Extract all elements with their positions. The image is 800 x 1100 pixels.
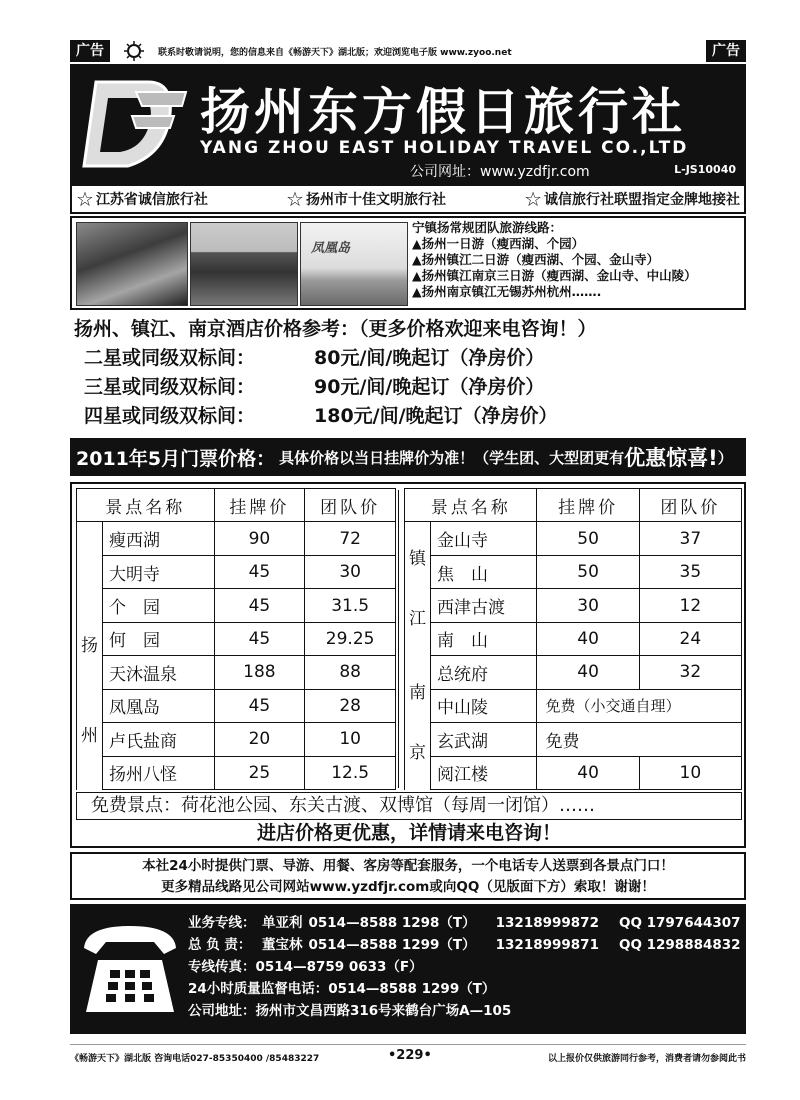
hotel-label: 三星或同级双标间： bbox=[84, 376, 256, 398]
list-price: 40 bbox=[537, 656, 639, 689]
table-row bbox=[77, 589, 396, 622]
contact-qq[interactable]: QQ 1298884832 bbox=[618, 937, 741, 953]
table-row bbox=[77, 522, 396, 555]
group-price: 88 bbox=[305, 656, 396, 689]
contact-mobile[interactable]: 13218999872 bbox=[495, 915, 599, 931]
star-icon: ☆ bbox=[76, 187, 94, 211]
route-item: ▲扬州镇江南京三日游（瘦西湖、金山寺、中山陵） bbox=[412, 268, 697, 283]
route-title: 宁镇扬常规团队旅游线路： bbox=[412, 220, 563, 235]
list-price: 40 bbox=[537, 756, 639, 790]
list-price: 20 bbox=[214, 723, 305, 756]
hotel-price: 90元/间/晚起订（净房价） bbox=[314, 376, 545, 398]
route-item: ▲扬州镇江二日游（瘦西湖、个园、金山寺） bbox=[412, 252, 660, 267]
list-price: 45 bbox=[214, 689, 305, 722]
hotel-title: 扬州、镇江、南京酒店价格参考：（更多价格欢迎来电咨询！） bbox=[74, 318, 597, 340]
spot-name: 个 园 bbox=[103, 589, 215, 622]
contact-lines bbox=[188, 912, 741, 1022]
col-header-name: 景点名称 bbox=[77, 489, 215, 522]
contact-row bbox=[188, 912, 741, 934]
table-row bbox=[77, 622, 396, 655]
spot-name: 天沐温泉 bbox=[103, 656, 215, 689]
table-row bbox=[77, 756, 396, 790]
star-icon: ☆ bbox=[286, 187, 304, 211]
city-char: 江 bbox=[409, 609, 426, 630]
spot-name: 扬州八怪 bbox=[103, 756, 215, 790]
spot-name: 瘦西湖 bbox=[103, 522, 215, 555]
group-price: 32 bbox=[639, 656, 741, 689]
scenery-photo-gate bbox=[190, 222, 298, 306]
hotel-line bbox=[84, 373, 746, 402]
city-label-zhenjiang bbox=[405, 522, 431, 656]
route-item: ▲扬州南京镇江无锡苏州杭州……. bbox=[412, 284, 602, 299]
company-logo-icon bbox=[78, 74, 188, 174]
city-char: 京 bbox=[409, 742, 426, 763]
contact-name: 董宝林 bbox=[262, 937, 303, 953]
list-price: 40 bbox=[537, 622, 639, 655]
hotel-line bbox=[84, 402, 746, 431]
spot-name: 大明寺 bbox=[103, 555, 215, 588]
spot-name: 焦 山 bbox=[431, 555, 537, 588]
spot-name: 金山寺 bbox=[431, 522, 537, 555]
group-price: 30 bbox=[305, 555, 396, 588]
table-row bbox=[405, 756, 742, 790]
contact-address: 公司地址：扬州市文昌西路316号来鹤台广场A—105 bbox=[188, 1003, 512, 1019]
ticket-price-table bbox=[70, 482, 746, 848]
route-list bbox=[412, 220, 697, 300]
ticket-banner-close: ） bbox=[717, 448, 733, 467]
service-line: 本社24小时提供门票、导游、用餐、客房等配套服务，一个电话专人送票到各景点门口！ bbox=[142, 858, 674, 874]
list-price: 25 bbox=[214, 756, 305, 790]
scenery-photo-island bbox=[300, 222, 408, 306]
table-row bbox=[77, 723, 396, 756]
hotel-price: 80元/间/晚起订（净房价） bbox=[314, 347, 545, 369]
honor-text: 扬州市十佳文明旅行社 bbox=[305, 192, 446, 208]
contact-hotline: 24小时质量监督电话：0514—8588 1299（T） bbox=[188, 981, 496, 997]
group-price: 12.5 bbox=[305, 756, 396, 790]
table-row bbox=[405, 555, 742, 588]
table-row bbox=[405, 723, 742, 756]
hotel-price: 180元/间/晚起订（净房价） bbox=[314, 405, 558, 427]
page-number: •229• bbox=[388, 1048, 432, 1063]
ad-label-right: 广告 bbox=[706, 40, 746, 62]
magazine-logo-icon bbox=[116, 41, 152, 61]
table-divider bbox=[398, 490, 399, 788]
license-number: L-JS10040 bbox=[674, 163, 736, 176]
list-price: 45 bbox=[214, 589, 305, 622]
ad-label-left: 广告 bbox=[70, 40, 110, 62]
col-header-group: 团队价 bbox=[305, 489, 396, 522]
list-price: 90 bbox=[214, 522, 305, 555]
promo-text: 进店价格更优惠，详情请来电咨询！ bbox=[256, 822, 561, 844]
list-price: 45 bbox=[214, 622, 305, 655]
hotel-line bbox=[84, 344, 746, 373]
table-row bbox=[405, 622, 742, 655]
city-char: 州 bbox=[81, 725, 98, 746]
spot-name: 凤凰岛 bbox=[103, 689, 215, 722]
footer-left: 《畅游天下》湖北版 咨询电话027-85350400 /85483227 bbox=[70, 1054, 320, 1064]
group-price: 37 bbox=[639, 522, 741, 555]
scenery-photo-lake bbox=[76, 222, 188, 306]
contact-block bbox=[70, 904, 746, 1034]
spot-name: 西津古渡 bbox=[431, 589, 537, 622]
service-notice bbox=[70, 852, 746, 900]
honor-text: 诚信旅行社联盟指定金牌地接社 bbox=[544, 192, 740, 208]
ad-page bbox=[70, 40, 746, 1080]
telephone-icon bbox=[78, 918, 182, 1018]
group-price: 28 bbox=[305, 689, 396, 722]
table-row bbox=[405, 522, 742, 555]
honor-item bbox=[76, 189, 208, 209]
photo-caption: 凤凰岛 bbox=[311, 241, 351, 256]
spot-name: 总统府 bbox=[431, 656, 537, 689]
top-note: 联系时敬请说明，您的信息来自《畅游天下》湖北版；欢迎浏览电子版 www.zyoo.net bbox=[158, 47, 512, 58]
spot-name: 何 园 bbox=[103, 622, 215, 655]
ticket-banner-note: 具体价格以当日挂牌价为准！（学生团、大型团更有 bbox=[279, 448, 625, 467]
table-row bbox=[405, 656, 742, 689]
group-price: 31.5 bbox=[305, 589, 396, 622]
spot-name: 中山陵 bbox=[431, 689, 537, 722]
col-header-list: 挂牌价 bbox=[537, 489, 639, 522]
col-header-name: 景点名称 bbox=[405, 489, 537, 522]
free-spots: 免费景点：荷花池公园、东关古渡、双博馆（每周一闭馆）…… bbox=[76, 792, 742, 820]
ticket-banner-date: 2011年5月门票价格： bbox=[76, 447, 276, 470]
table-row bbox=[405, 589, 742, 622]
spot-name: 玄武湖 bbox=[431, 723, 537, 756]
hotel-label: 四星或同级双标间： bbox=[84, 405, 256, 427]
honor-item bbox=[524, 189, 740, 209]
list-price: 188 bbox=[214, 656, 305, 689]
route-item: ▲扬州一日游（瘦西湖、个园） bbox=[412, 236, 585, 251]
table-row bbox=[77, 689, 396, 722]
page-footer bbox=[70, 1044, 746, 1066]
list-price: 30 bbox=[537, 589, 639, 622]
contact-mobile[interactable]: 13218999871 bbox=[495, 937, 599, 953]
col-header-group: 团队价 bbox=[639, 489, 741, 522]
hotel-prices bbox=[70, 314, 746, 434]
contact-row bbox=[188, 934, 741, 956]
yangzhou-price-table bbox=[76, 488, 396, 790]
company-website[interactable]: 公司网址：www.yzdfjr.com bbox=[410, 164, 590, 180]
spot-name: 卢氏盐商 bbox=[103, 723, 215, 756]
group-price: 72 bbox=[305, 522, 396, 555]
contact-qq[interactable]: QQ 1797644307 bbox=[618, 915, 741, 931]
honor-text: 江苏省诚信旅行社 bbox=[95, 192, 208, 208]
honors-row bbox=[70, 186, 746, 212]
group-price: 35 bbox=[639, 555, 741, 588]
table-header-row bbox=[77, 489, 396, 522]
group-price: 24 bbox=[639, 622, 741, 655]
list-price: 50 bbox=[537, 555, 639, 588]
spot-name: 阅江楼 bbox=[431, 756, 537, 790]
list-price: 免费（小交通自理） bbox=[537, 689, 742, 722]
honor-item bbox=[286, 189, 446, 209]
zhenjiang-nanjing-price-table bbox=[404, 488, 742, 790]
contact-label: 总 负 责： bbox=[188, 937, 252, 953]
contact-tel[interactable]: 0514—8588 1299（T） bbox=[308, 937, 476, 953]
contact-name: 单亚利 bbox=[262, 915, 303, 931]
company-name-en: YANG ZHOU EAST HOLIDAY TRAVEL CO.,LTD bbox=[200, 138, 689, 158]
group-price: 12 bbox=[639, 589, 741, 622]
city-char: 镇 bbox=[409, 549, 426, 570]
service-line: 更多精品线路见公司网站www.yzdfjr.com或向QQ（见版面下方）索取！谢谢！ bbox=[161, 879, 655, 895]
footer-right: 以上报价仅供旅游同行参考，消费者请勿参阅此书 bbox=[547, 1054, 746, 1064]
table-row bbox=[405, 689, 742, 722]
contact-fax: 专线传真：0514—8759 0633（F） bbox=[188, 959, 423, 975]
spot-name: 南 山 bbox=[431, 622, 537, 655]
hotel-label: 二星或同级双标间： bbox=[84, 347, 256, 369]
col-header-list: 挂牌价 bbox=[214, 489, 305, 522]
list-price: 50 bbox=[537, 522, 639, 555]
group-price: 29.25 bbox=[305, 622, 396, 655]
table-header-row bbox=[405, 489, 742, 522]
ticket-banner-highlight: 优惠惊喜! bbox=[624, 446, 718, 470]
group-price: 10 bbox=[639, 756, 741, 790]
top-bar bbox=[70, 40, 746, 62]
contact-label: 业务专线： bbox=[188, 915, 256, 931]
table-row bbox=[77, 555, 396, 588]
table-row bbox=[77, 656, 396, 689]
company-name-cn: 扬州东方假日旅行社 bbox=[200, 83, 686, 141]
photo-route-row bbox=[70, 216, 746, 310]
list-price: 免费 bbox=[537, 723, 742, 756]
city-label-nanjing bbox=[405, 656, 431, 790]
list-price: 45 bbox=[214, 555, 305, 588]
ticket-price-banner bbox=[70, 438, 746, 476]
city-label-yangzhou bbox=[77, 522, 103, 790]
star-icon: ☆ bbox=[524, 187, 542, 211]
city-char: 南 bbox=[409, 682, 426, 703]
contact-tel[interactable]: 0514—8588 1298（T） bbox=[308, 915, 476, 931]
group-price: 10 bbox=[305, 723, 396, 756]
city-char: 扬 bbox=[81, 635, 98, 656]
